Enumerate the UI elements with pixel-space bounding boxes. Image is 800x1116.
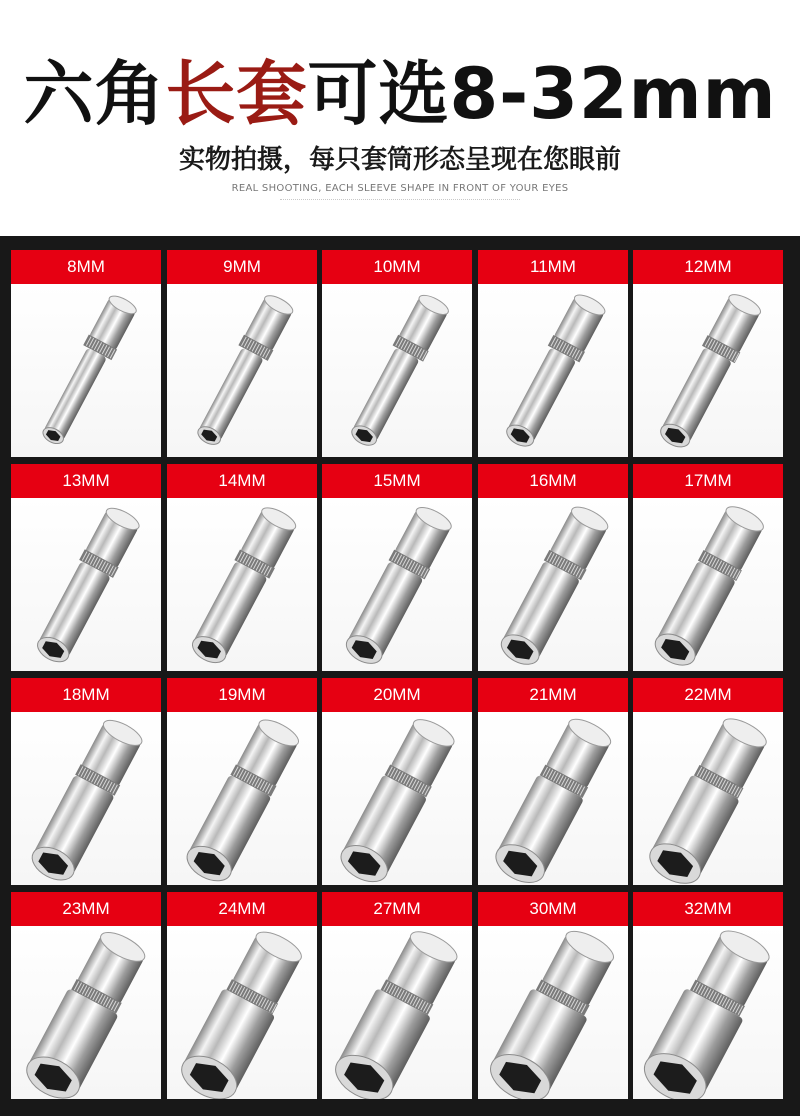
socket-card — [167, 464, 317, 671]
size-label: 9MM — [167, 250, 317, 284]
socket-photo — [167, 498, 317, 671]
socket-image — [633, 498, 783, 671]
size-label: 21MM — [478, 678, 628, 712]
socket-card — [322, 678, 472, 885]
size-label: 19MM — [167, 678, 317, 712]
size-label: 30MM — [478, 892, 628, 926]
socket-image — [633, 284, 783, 457]
socket-image — [478, 712, 628, 885]
socket-shape — [500, 291, 609, 452]
socket-shape — [20, 926, 152, 1099]
socket-shape — [483, 926, 623, 1099]
size-label: 12MM — [633, 250, 783, 284]
socket-photo — [322, 926, 472, 1099]
socket-card — [633, 892, 783, 1099]
socket-card — [11, 678, 161, 885]
size-label: 17MM — [633, 464, 783, 498]
size-label: 22MM — [633, 678, 783, 712]
socket-card — [478, 250, 628, 457]
caption: REAL SHOOTING, EACH SLEEVE SHAPE IN FRONT OF YOUR EYES — [231, 183, 569, 194]
socket-image — [11, 926, 161, 1099]
socket-image — [11, 284, 161, 457]
socket-image — [11, 498, 161, 671]
socket-photo — [478, 498, 628, 671]
size-label: 27MM — [322, 892, 472, 926]
page-title — [0, 44, 800, 144]
socket-photo — [11, 284, 161, 457]
socket-card — [11, 892, 161, 1099]
socket-image — [322, 926, 472, 1099]
size-label: 20MM — [322, 678, 472, 712]
socket-photo — [167, 712, 317, 885]
size-label: 8MM — [11, 250, 161, 284]
size-label: 11MM — [478, 250, 628, 284]
socket-card — [167, 678, 317, 885]
title-part-highlight: 长套 — [165, 53, 308, 135]
title-part-1: 六角 — [23, 53, 166, 135]
socket-body — [43, 347, 107, 440]
socket-shape — [496, 502, 612, 671]
socket-card — [11, 464, 161, 671]
socket-card — [478, 464, 628, 671]
socket-shape — [186, 503, 299, 669]
socket-shape — [181, 714, 303, 885]
socket-image — [478, 926, 628, 1099]
socket-shape — [490, 712, 617, 885]
socket-card — [322, 892, 472, 1099]
socket-photo — [322, 712, 472, 885]
socket-photo — [478, 712, 628, 885]
socket-image — [633, 926, 783, 1099]
socket-image — [322, 284, 472, 457]
socket-shape — [345, 291, 452, 451]
socket-image — [167, 712, 317, 885]
socket-photo — [11, 712, 161, 885]
size-label: 15MM — [322, 464, 472, 498]
socket-image — [322, 498, 472, 671]
size-label: 32MM — [633, 892, 783, 926]
socket-photo — [633, 926, 783, 1099]
size-label: 23MM — [11, 892, 161, 926]
socket-card — [633, 250, 783, 457]
socket-photo — [633, 498, 783, 671]
socket-photo — [478, 926, 628, 1099]
title-part-2: 可选8-32mm — [307, 53, 777, 135]
size-label: 24MM — [167, 892, 317, 926]
socket-shape — [31, 503, 143, 667]
socket-card — [11, 250, 161, 457]
socket-card — [633, 678, 783, 885]
subtitle: 实物拍摄，每只套筒形态呈现在您眼前 — [178, 145, 621, 175]
socket-image — [478, 284, 628, 457]
product-grid — [0, 236, 800, 1116]
socket-shape — [191, 292, 296, 451]
socket-shape — [643, 712, 773, 885]
socket-shape — [335, 713, 460, 885]
socket-card — [167, 892, 317, 1099]
socket-image — [633, 712, 783, 885]
size-label: 18MM — [11, 678, 161, 712]
socket-card — [478, 892, 628, 1099]
socket-photo — [633, 284, 783, 457]
socket-card — [478, 678, 628, 885]
socket-image — [322, 712, 472, 885]
socket-shape — [650, 501, 768, 671]
size-label: 10MM — [322, 250, 472, 284]
socket-photo — [322, 284, 472, 457]
size-label: 14MM — [167, 464, 317, 498]
socket-shape — [654, 290, 764, 453]
size-label: 16MM — [478, 464, 628, 498]
socket-image — [11, 712, 161, 885]
socket-photo — [167, 926, 317, 1099]
socket-image — [167, 926, 317, 1099]
socket-image — [167, 284, 317, 457]
socket-shape — [341, 502, 456, 669]
socket-shape — [36, 292, 140, 449]
socket-photo — [633, 712, 783, 885]
socket-shape — [27, 715, 147, 885]
socket-shape — [174, 926, 309, 1099]
size-label: 13MM — [11, 464, 161, 498]
socket-photo — [322, 498, 472, 671]
socket-image — [167, 498, 317, 671]
socket-shape — [636, 926, 779, 1099]
socket-photo — [11, 498, 161, 671]
socket-photo — [478, 284, 628, 457]
socket-shape — [328, 926, 466, 1099]
socket-photo — [11, 926, 161, 1099]
socket-card — [633, 464, 783, 671]
divider — [280, 199, 520, 204]
socket-card — [167, 250, 317, 457]
socket-card — [322, 464, 472, 671]
socket-image — [478, 498, 628, 671]
header — [0, 0, 800, 236]
socket-card — [322, 250, 472, 457]
socket-photo — [167, 284, 317, 457]
